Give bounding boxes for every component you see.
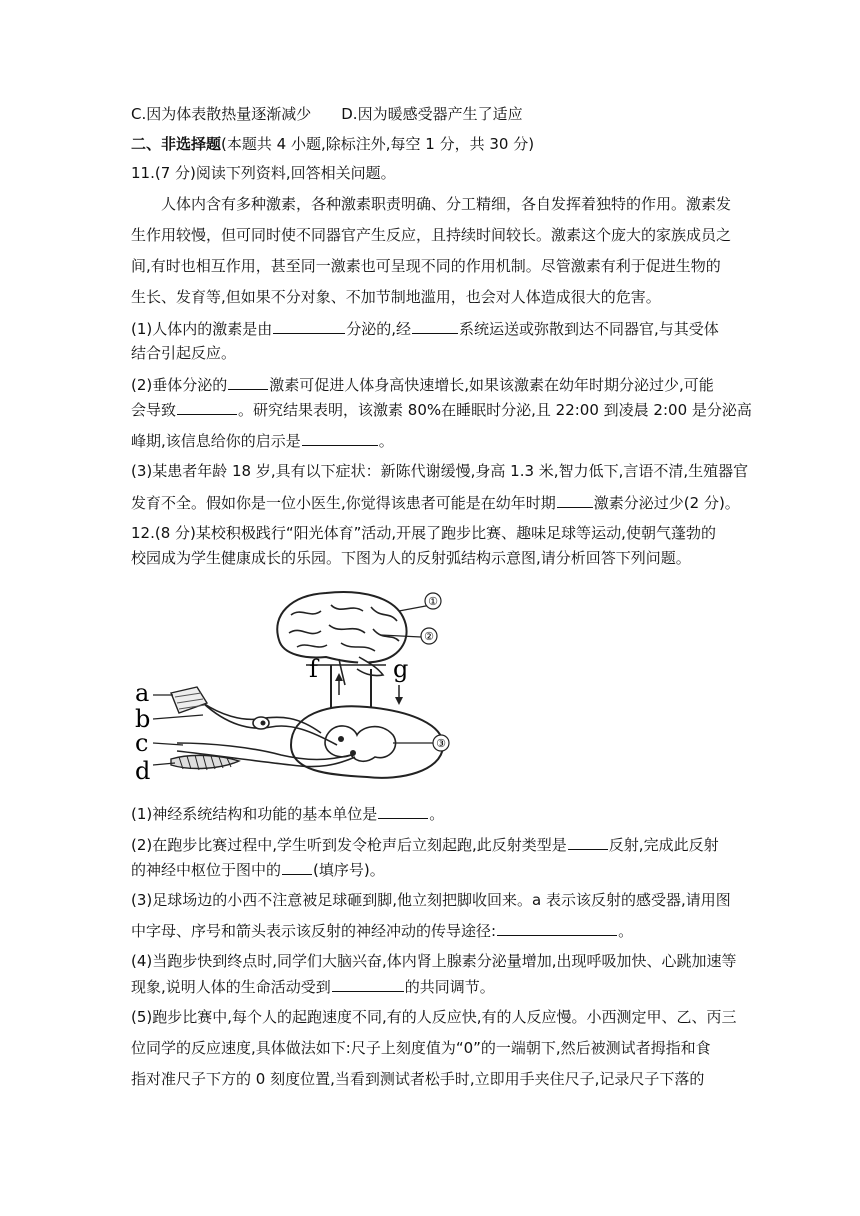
section-heading-line bbox=[131, 134, 534, 154]
brain-illustration bbox=[277, 592, 409, 685]
answer-blank[interactable] bbox=[557, 492, 593, 508]
answer-blank[interactable] bbox=[378, 803, 428, 819]
section-note: (本题共 4 小题,除标注外,每空 1 分，共 30 分) bbox=[221, 135, 535, 153]
q11-sub3-line-1: (3)某患者年龄 18 岁,具有以下症状：新陈代谢缓慢,身高 1.3 米,智力低下,言语不清,生殖器官 bbox=[131, 462, 749, 480]
answer-blank[interactable] bbox=[332, 976, 404, 992]
q12-sub4-line-1: (4)当跑步快到终点时,同学们大脑兴奋,体内肾上腺素分泌量增加,出现呼吸加快、心跳加速等 bbox=[131, 952, 737, 970]
q11-sub1-line-2: 结合引起反应。 bbox=[131, 344, 237, 362]
answer-blank[interactable] bbox=[497, 920, 617, 936]
q12-sub5-line-2: 位同学的反应速度,具体做法如下:尺子上刻度值为“0”的一端朝下,然后被测试者拇指和食 bbox=[131, 1039, 711, 1057]
q11-sub1-line-1: (1)人体内的激素是由 分泌的,经 系统运送或弥散到达不同器官,与其受体 bbox=[131, 320, 719, 338]
skin-receptor bbox=[171, 687, 207, 713]
q11-sub2-line-2: 会导致 。研究结果表明，该激素 80%在睡眠时分泌,且 22:00 到凌晨 2:00 是分泌高 bbox=[131, 401, 752, 419]
q12-sub1: (1)神经系统结构和功能的基本单位是 。 bbox=[131, 805, 445, 823]
option-c: C.因为体表散热量逐渐减少 bbox=[131, 105, 312, 123]
answer-blank[interactable] bbox=[412, 318, 458, 334]
label-f: f bbox=[309, 655, 318, 683]
q11-passage-line-3: 间,有时也相互作用，甚至同一激素也可呈现不同的作用机制。尽管激素有利于促进生物的 bbox=[131, 257, 721, 275]
q12-sub2-line-1: (2)在跑步比赛过程中,学生听到发令枪声后立刻起跑,此反射类型是 反射,完成此反射 bbox=[131, 836, 719, 854]
q11-intro: 11.(7 分)阅读下列资料,回答相关问题。 bbox=[131, 164, 396, 182]
reflex-arc-figure bbox=[131, 585, 471, 790]
answer-blank[interactable] bbox=[228, 374, 268, 390]
q12-intro-line-1: 12.(8 分)某校积极践行“阳光体育”活动,开展了跑步比赛、趣味足球等运动,使朝气蓬勃的 bbox=[131, 524, 716, 542]
options-line bbox=[131, 104, 523, 124]
q12-sub2-line-2: 的神经中枢位于图中的 (填序号)。 bbox=[131, 861, 385, 879]
section-heading: 二、非选择题 bbox=[131, 135, 222, 153]
label-g: g bbox=[393, 655, 409, 683]
q12-sub3-line-1: (3)足球场边的小西不注意被足球砸到脚,他立刻把脚收回来。a 表示该反射的感受器,请用图 bbox=[131, 891, 731, 909]
q11-passage-line-1: 人体内含有多种激素，各种激素职责明确、分工精细，各自发挥着独特的作用。激素发 bbox=[161, 195, 732, 213]
q11-sub3-line-2: 发育不全。假如你是一位小医生,你觉得该患者可能是在幼年时期 激素分泌过少(2 分)。 bbox=[131, 494, 740, 512]
q11-sub2-line-1: (2)垂体分泌的 激素可促进人体身高快速增长,如果该激素在幼年时期分泌过少,可能 bbox=[131, 376, 714, 394]
answer-blank[interactable] bbox=[282, 859, 312, 875]
option-d: D.因为暖感受器产生了适应 bbox=[341, 105, 523, 123]
label-a: a bbox=[135, 679, 150, 707]
q11-passage-line-4: 生长、发育等,但如果不分对象、不加节制地滥用，也会对人体造成很大的危害。 bbox=[131, 288, 661, 306]
label-2: ② bbox=[424, 630, 434, 643]
label-d: d bbox=[135, 757, 151, 785]
q11-sub2-line-3: 峰期,该信息给你的启示是 。 bbox=[131, 432, 394, 450]
label-3: ③ bbox=[436, 737, 446, 750]
q12-intro-line-2: 校园成为学生健康成长的乐园。下图为人的反射弧结构示意图,请分析回答下列问题。 bbox=[131, 549, 691, 567]
answer-blank[interactable] bbox=[273, 318, 345, 334]
label-1: ① bbox=[428, 595, 438, 608]
answer-blank[interactable] bbox=[302, 430, 378, 446]
answer-blank[interactable] bbox=[177, 399, 237, 415]
answer-blank[interactable] bbox=[568, 834, 608, 850]
q12-sub5-line-3: 指对准尺子下方的 0 刻度位置,当看到测试者松手时,立即用手夹住尺子,记录尺子下落的 bbox=[131, 1070, 705, 1088]
label-b: b bbox=[135, 705, 151, 733]
q11-passage-line-2: 生作用较慢，但可同时使不同器官产生反应，且持续时间较长。激素这个庞大的家族成员之 bbox=[131, 226, 732, 244]
q12-sub4-line-2: 现象,说明人体的生命活动受到 的共同调节。 bbox=[131, 978, 495, 996]
q12-sub5-line-1: (5)跑步比赛中,每个人的起跑速度不同,有的人反应快,有的人反应慢。小西测定甲、乙、丙三 bbox=[131, 1008, 737, 1026]
q12-sub3-line-2: 中字母、序号和箭头表示该反射的神经冲动的传导途径: 。 bbox=[131, 922, 634, 940]
label-c: c bbox=[135, 729, 149, 757]
